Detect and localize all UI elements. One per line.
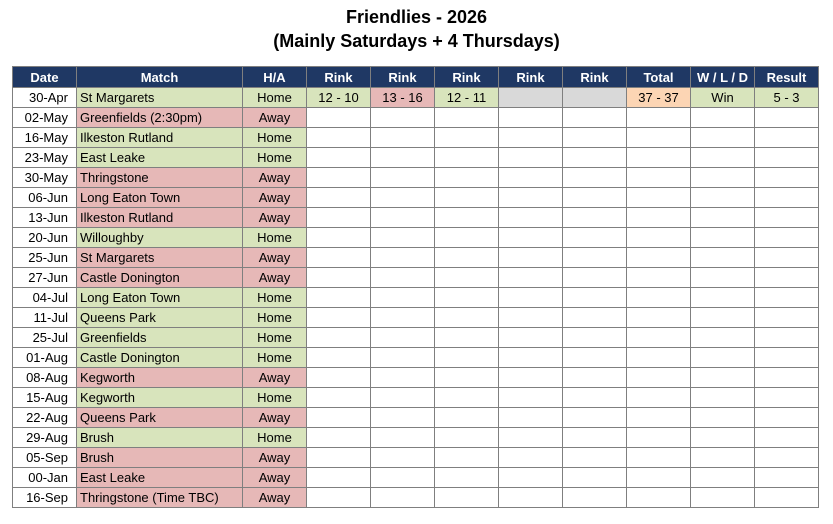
- total-cell[interactable]: [627, 408, 691, 428]
- rink2-cell[interactable]: 13 - 16: [371, 88, 435, 108]
- rink2-cell[interactable]: [371, 248, 435, 268]
- rink3-cell[interactable]: [435, 388, 499, 408]
- table-row: [13, 88, 819, 108]
- result-cell[interactable]: [755, 368, 819, 388]
- total-cell[interactable]: [627, 328, 691, 348]
- match-cell[interactable]: Long Eaton Town: [77, 188, 243, 208]
- rink5-cell[interactable]: [563, 168, 627, 188]
- date-cell[interactable]: 27-Jun: [13, 268, 77, 288]
- rink4-cell[interactable]: [499, 208, 563, 228]
- total-cell[interactable]: [627, 348, 691, 368]
- date-cell[interactable]: 16-May: [13, 128, 77, 148]
- col-header-rink[interactable]: Rink: [435, 67, 499, 88]
- date-cell[interactable]: 04-Jul: [13, 288, 77, 308]
- match-cell[interactable]: Ilkeston Rutland: [77, 208, 243, 228]
- rink3-cell[interactable]: [435, 408, 499, 428]
- total-cell[interactable]: [627, 188, 691, 208]
- rink1-cell[interactable]: [307, 348, 371, 368]
- home-away-cell[interactable]: Home: [243, 348, 307, 368]
- wld-cell[interactable]: [691, 228, 755, 248]
- match-cell[interactable]: Thringstone: [77, 168, 243, 188]
- date-cell[interactable]: 13-Jun: [13, 208, 77, 228]
- rink5-cell[interactable]: [563, 428, 627, 448]
- rink4-cell[interactable]: [499, 448, 563, 468]
- rink3-cell[interactable]: [435, 428, 499, 448]
- rink2-cell[interactable]: [371, 448, 435, 468]
- table-row: [13, 308, 819, 328]
- table-row: [13, 128, 819, 148]
- rink5-cell[interactable]: [563, 308, 627, 328]
- rink2-cell[interactable]: [371, 228, 435, 248]
- result-cell[interactable]: 5 - 3: [755, 88, 819, 108]
- home-away-cell[interactable]: Away: [243, 208, 307, 228]
- wld-cell[interactable]: [691, 308, 755, 328]
- total-cell[interactable]: [627, 148, 691, 168]
- rink1-cell[interactable]: [307, 288, 371, 308]
- table-row: [13, 448, 819, 468]
- rink4-cell[interactable]: [499, 388, 563, 408]
- home-away-cell[interactable]: Away: [243, 248, 307, 268]
- home-away-cell[interactable]: Away: [243, 468, 307, 488]
- col-header-match[interactable]: Match: [77, 67, 243, 88]
- wld-cell[interactable]: [691, 488, 755, 508]
- home-away-cell[interactable]: Away: [243, 368, 307, 388]
- table-row: [13, 368, 819, 388]
- total-cell[interactable]: [627, 108, 691, 128]
- rink2-cell[interactable]: [371, 468, 435, 488]
- rink5-cell[interactable]: [563, 88, 627, 108]
- result-cell[interactable]: [755, 448, 819, 468]
- home-away-cell[interactable]: Home: [243, 428, 307, 448]
- rink2-cell[interactable]: [371, 308, 435, 328]
- rink5-cell[interactable]: [563, 468, 627, 488]
- match-cell[interactable]: Brush: [77, 428, 243, 448]
- result-cell[interactable]: [755, 388, 819, 408]
- table-row: [13, 468, 819, 488]
- wld-cell[interactable]: [691, 388, 755, 408]
- home-away-cell[interactable]: Away: [243, 448, 307, 468]
- total-cell[interactable]: [627, 428, 691, 448]
- total-cell[interactable]: [627, 128, 691, 148]
- table-row: [13, 248, 819, 268]
- result-cell[interactable]: [755, 468, 819, 488]
- result-cell[interactable]: [755, 488, 819, 508]
- result-cell[interactable]: [755, 408, 819, 428]
- col-header-result[interactable]: Result: [755, 67, 819, 88]
- rink3-cell[interactable]: [435, 268, 499, 288]
- wld-cell[interactable]: [691, 348, 755, 368]
- date-cell[interactable]: 30-Apr: [13, 88, 77, 108]
- rink4-cell[interactable]: [499, 248, 563, 268]
- rink3-cell[interactable]: [435, 328, 499, 348]
- home-away-cell[interactable]: Home: [243, 308, 307, 328]
- rink3-cell[interactable]: [435, 468, 499, 488]
- rink1-cell[interactable]: [307, 428, 371, 448]
- match-cell[interactable]: Castle Donington: [77, 268, 243, 288]
- result-cell[interactable]: [755, 268, 819, 288]
- col-header-wld[interactable]: W / L / D: [691, 67, 755, 88]
- result-cell[interactable]: [755, 108, 819, 128]
- table-row: [13, 488, 819, 508]
- total-cell[interactable]: 37 - 37: [627, 88, 691, 108]
- table-row: [13, 388, 819, 408]
- wld-cell[interactable]: [691, 468, 755, 488]
- home-away-cell[interactable]: Home: [243, 128, 307, 148]
- total-cell[interactable]: [627, 208, 691, 228]
- date-cell[interactable]: 01-Aug: [13, 348, 77, 368]
- result-cell[interactable]: [755, 308, 819, 328]
- wld-cell[interactable]: [691, 368, 755, 388]
- wld-cell[interactable]: [691, 208, 755, 228]
- rink1-cell[interactable]: [307, 488, 371, 508]
- total-cell[interactable]: [627, 388, 691, 408]
- rink2-cell[interactable]: [371, 288, 435, 308]
- wld-cell[interactable]: [691, 428, 755, 448]
- rink5-cell[interactable]: [563, 348, 627, 368]
- col-header-rink[interactable]: Rink: [563, 67, 627, 88]
- match-cell[interactable]: Queens Park: [77, 308, 243, 328]
- table-row: [13, 188, 819, 208]
- rink1-cell[interactable]: [307, 108, 371, 128]
- rink1-cell[interactable]: [307, 388, 371, 408]
- rink2-cell[interactable]: [371, 368, 435, 388]
- wld-cell[interactable]: [691, 188, 755, 208]
- rink2-cell[interactable]: [371, 208, 435, 228]
- wld-cell[interactable]: [691, 328, 755, 348]
- date-cell[interactable]: 16-Sep: [13, 488, 77, 508]
- wld-cell[interactable]: [691, 268, 755, 288]
- rink4-cell[interactable]: [499, 328, 563, 348]
- total-cell[interactable]: [627, 448, 691, 468]
- rink1-cell[interactable]: [307, 168, 371, 188]
- rink5-cell[interactable]: [563, 388, 627, 408]
- match-cell[interactable]: Queens Park: [77, 408, 243, 428]
- rink1-cell[interactable]: [307, 128, 371, 148]
- match-cell[interactable]: Greenfields (2:30pm): [77, 108, 243, 128]
- rink5-cell[interactable]: [563, 108, 627, 128]
- home-away-cell[interactable]: Home: [243, 228, 307, 248]
- rink1-cell[interactable]: [307, 368, 371, 388]
- rink2-cell[interactable]: [371, 488, 435, 508]
- match-cell[interactable]: Kegworth: [77, 388, 243, 408]
- table-row: [13, 288, 819, 308]
- date-cell[interactable]: 20-Jun: [13, 228, 77, 248]
- rink3-cell[interactable]: [435, 308, 499, 328]
- total-cell[interactable]: [627, 248, 691, 268]
- match-cell[interactable]: East Leake: [77, 148, 243, 168]
- rink2-cell[interactable]: [371, 188, 435, 208]
- home-away-cell[interactable]: Home: [243, 148, 307, 168]
- match-cell[interactable]: Brush: [77, 448, 243, 468]
- wld-cell[interactable]: [691, 108, 755, 128]
- total-cell[interactable]: [627, 368, 691, 388]
- home-away-cell[interactable]: Home: [243, 388, 307, 408]
- rink3-cell[interactable]: [435, 448, 499, 468]
- total-cell[interactable]: [627, 308, 691, 328]
- date-cell[interactable]: 02-May: [13, 108, 77, 128]
- table-row: [13, 428, 819, 448]
- sheet-title: Friendlies - 2026: [345, 7, 488, 27]
- rink1-cell[interactable]: [307, 148, 371, 168]
- match-cell[interactable]: Castle Donington: [77, 348, 243, 368]
- match-cell[interactable]: St Margarets: [77, 248, 243, 268]
- match-cell[interactable]: Ilkeston Rutland: [77, 128, 243, 148]
- rink5-cell[interactable]: [563, 268, 627, 288]
- col-header-total[interactable]: Total: [627, 67, 691, 88]
- rink3-cell[interactable]: [435, 488, 499, 508]
- rink2-cell[interactable]: [371, 108, 435, 128]
- total-cell[interactable]: [627, 468, 691, 488]
- rink2-cell[interactable]: [371, 148, 435, 168]
- rink1-cell[interactable]: [307, 188, 371, 208]
- rink2-cell[interactable]: [371, 408, 435, 428]
- table-row: [13, 268, 819, 288]
- rink1-cell[interactable]: [307, 228, 371, 248]
- table-row: [13, 228, 819, 248]
- rink4-cell[interactable]: [499, 428, 563, 448]
- date-cell[interactable]: 30-May: [13, 168, 77, 188]
- rink3-cell[interactable]: [435, 248, 499, 268]
- home-away-cell[interactable]: Home: [243, 328, 307, 348]
- table-row: [13, 108, 819, 128]
- date-cell[interactable]: 08-Aug: [13, 368, 77, 388]
- rink4-cell[interactable]: [499, 268, 563, 288]
- rink3-cell[interactable]: [435, 288, 499, 308]
- wld-cell[interactable]: [691, 448, 755, 468]
- wld-cell[interactable]: [691, 248, 755, 268]
- rink5-cell[interactable]: [563, 228, 627, 248]
- rink3-cell[interactable]: [435, 148, 499, 168]
- home-away-cell[interactable]: Home: [243, 88, 307, 108]
- rink4-cell[interactable]: [499, 168, 563, 188]
- rink4-cell[interactable]: [499, 288, 563, 308]
- table-row: [13, 208, 819, 228]
- match-cell[interactable]: East Leake: [77, 468, 243, 488]
- rink1-cell[interactable]: [307, 468, 371, 488]
- fixtures-table: [12, 66, 819, 508]
- match-cell[interactable]: Greenfields: [77, 328, 243, 348]
- result-cell[interactable]: [755, 148, 819, 168]
- rink1-cell[interactable]: [307, 208, 371, 228]
- rink2-cell[interactable]: [371, 428, 435, 448]
- col-header-rink[interactable]: Rink: [371, 67, 435, 88]
- table-row: [13, 348, 819, 368]
- rink2-cell[interactable]: [371, 128, 435, 148]
- result-cell[interactable]: [755, 288, 819, 308]
- table-row: [13, 148, 819, 168]
- match-cell[interactable]: Long Eaton Town: [77, 288, 243, 308]
- rink5-cell[interactable]: [563, 248, 627, 268]
- date-cell[interactable]: 25-Jul: [13, 328, 77, 348]
- rink2-cell[interactable]: [371, 328, 435, 348]
- match-cell[interactable]: Willoughby: [77, 228, 243, 248]
- rink5-cell[interactable]: [563, 488, 627, 508]
- rink1-cell[interactable]: [307, 248, 371, 268]
- date-cell[interactable]: 25-Jun: [13, 248, 77, 268]
- result-cell[interactable]: [755, 228, 819, 248]
- rink4-cell[interactable]: [499, 308, 563, 328]
- rink1-cell[interactable]: [307, 408, 371, 428]
- home-away-cell[interactable]: Away: [243, 268, 307, 288]
- rink5-cell[interactable]: [563, 188, 627, 208]
- total-cell[interactable]: [627, 288, 691, 308]
- rink3-cell[interactable]: [435, 128, 499, 148]
- result-cell[interactable]: [755, 168, 819, 188]
- rink4-cell[interactable]: [499, 368, 563, 388]
- rink3-cell[interactable]: [435, 228, 499, 248]
- table-row: [13, 328, 819, 348]
- rink1-cell[interactable]: 12 - 10: [307, 88, 371, 108]
- date-cell[interactable]: 23-May: [13, 148, 77, 168]
- rink4-cell[interactable]: [499, 188, 563, 208]
- rink2-cell[interactable]: [371, 168, 435, 188]
- rink4-cell[interactable]: [499, 468, 563, 488]
- date-cell[interactable]: 00-Jan: [13, 468, 77, 488]
- result-cell[interactable]: [755, 128, 819, 148]
- match-cell[interactable]: Thringstone (Time TBC): [77, 488, 243, 508]
- home-away-cell[interactable]: Home: [243, 288, 307, 308]
- rink2-cell[interactable]: [371, 388, 435, 408]
- wld-cell[interactable]: [691, 128, 755, 148]
- wld-cell[interactable]: Win: [691, 88, 755, 108]
- result-cell[interactable]: [755, 328, 819, 348]
- rink1-cell[interactable]: [307, 328, 371, 348]
- col-header-rink[interactable]: Rink: [499, 67, 563, 88]
- rink3-cell[interactable]: [435, 108, 499, 128]
- date-cell[interactable]: 11-Jul: [13, 308, 77, 328]
- rink5-cell[interactable]: [563, 288, 627, 308]
- rink1-cell[interactable]: [307, 268, 371, 288]
- rink3-cell[interactable]: 12 - 11: [435, 88, 499, 108]
- total-cell[interactable]: [627, 168, 691, 188]
- date-cell[interactable]: 06-Jun: [13, 188, 77, 208]
- home-away-cell[interactable]: Away: [243, 488, 307, 508]
- rink1-cell[interactable]: [307, 308, 371, 328]
- table-row: [13, 408, 819, 428]
- col-header-rink[interactable]: Rink: [307, 67, 371, 88]
- rink4-cell[interactable]: [499, 348, 563, 368]
- wld-cell[interactable]: [691, 168, 755, 188]
- rink4-cell[interactable]: [499, 108, 563, 128]
- wld-cell[interactable]: [691, 408, 755, 428]
- result-cell[interactable]: [755, 248, 819, 268]
- rink2-cell[interactable]: [371, 348, 435, 368]
- rink5-cell[interactable]: [563, 408, 627, 428]
- rink4-cell[interactable]: [499, 88, 563, 108]
- result-cell[interactable]: [755, 188, 819, 208]
- date-cell[interactable]: 15-Aug: [13, 388, 77, 408]
- rink4-cell[interactable]: [499, 228, 563, 248]
- rink3-cell[interactable]: [435, 348, 499, 368]
- home-away-cell[interactable]: Away: [243, 408, 307, 428]
- rink3-cell[interactable]: [435, 168, 499, 188]
- total-cell[interactable]: [627, 488, 691, 508]
- rink5-cell[interactable]: [563, 208, 627, 228]
- rink5-cell[interactable]: [563, 368, 627, 388]
- rink4-cell[interactable]: [499, 408, 563, 428]
- rink5-cell[interactable]: [563, 128, 627, 148]
- home-away-cell[interactable]: Away: [243, 108, 307, 128]
- result-cell[interactable]: [755, 348, 819, 368]
- match-cell[interactable]: Kegworth: [77, 368, 243, 388]
- rink5-cell[interactable]: [563, 148, 627, 168]
- date-cell[interactable]: 29-Aug: [13, 428, 77, 448]
- table-row: [13, 168, 819, 188]
- rink2-cell[interactable]: [371, 268, 435, 288]
- home-away-cell[interactable]: Away: [243, 188, 307, 208]
- home-away-cell[interactable]: Away: [243, 168, 307, 188]
- col-header-ha[interactable]: H/A: [243, 67, 307, 88]
- date-cell[interactable]: 22-Aug: [13, 408, 77, 428]
- rink3-cell[interactable]: [435, 368, 499, 388]
- wld-cell[interactable]: [691, 288, 755, 308]
- col-header-date[interactable]: Date: [13, 67, 77, 88]
- total-cell[interactable]: [627, 268, 691, 288]
- date-cell[interactable]: 05-Sep: [13, 448, 77, 468]
- rink3-cell[interactable]: [435, 188, 499, 208]
- rink4-cell[interactable]: [499, 148, 563, 168]
- result-cell[interactable]: [755, 428, 819, 448]
- rink4-cell[interactable]: [499, 128, 563, 148]
- rink4-cell[interactable]: [499, 488, 563, 508]
- sheet-subtitle: (Mainly Saturdays + 4 Thursdays): [273, 31, 560, 51]
- match-cell[interactable]: St Margarets: [77, 88, 243, 108]
- rink3-cell[interactable]: [435, 208, 499, 228]
- rink5-cell[interactable]: [563, 328, 627, 348]
- result-cell[interactable]: [755, 208, 819, 228]
- total-cell[interactable]: [627, 228, 691, 248]
- wld-cell[interactable]: [691, 148, 755, 168]
- header-row: [13, 67, 819, 88]
- rink5-cell[interactable]: [563, 448, 627, 468]
- rink1-cell[interactable]: [307, 448, 371, 468]
